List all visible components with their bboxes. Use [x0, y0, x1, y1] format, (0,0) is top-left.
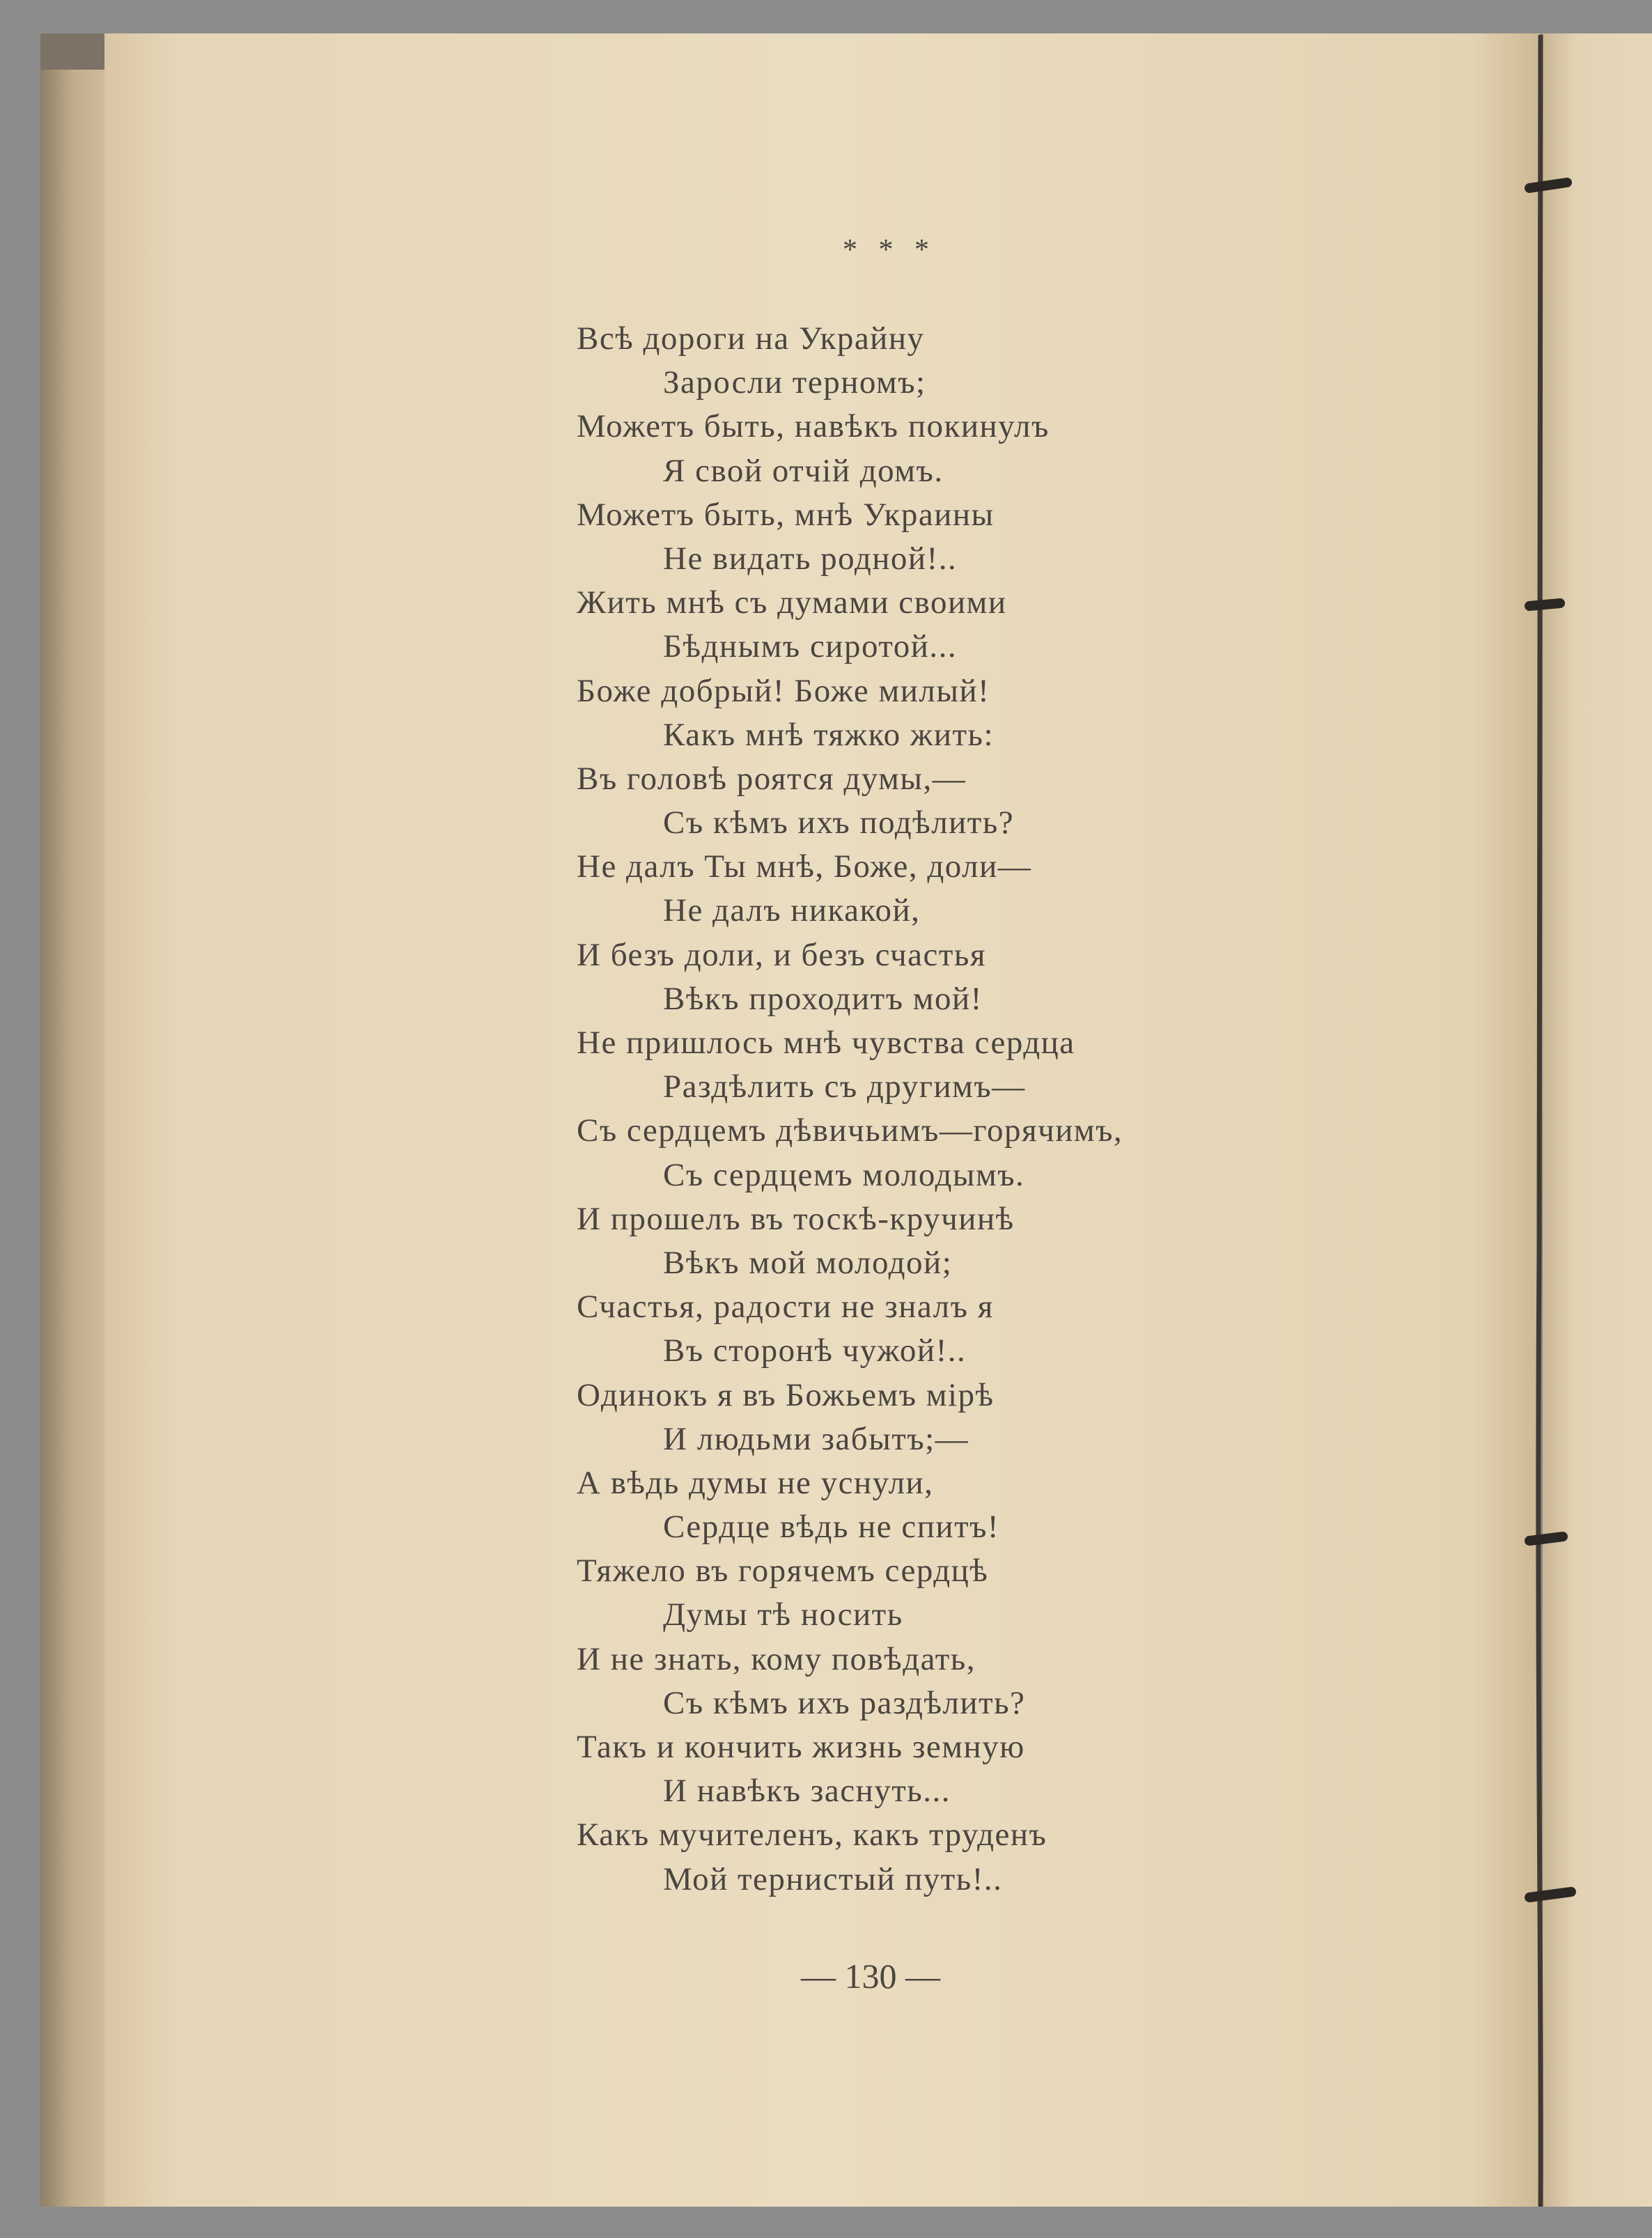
poem-line: Счастья, радости не зналъ я — [577, 1289, 994, 1326]
poem-line: И прошелъ въ тоскѣ-кручинѣ — [577, 1200, 1015, 1237]
poem-line: Одинокъ я въ Божьемъ мірѣ — [577, 1376, 995, 1413]
poem-line: Какъ мучителенъ, какъ труденъ — [577, 1817, 1047, 1854]
poem-line: Я свой отчій домъ. — [663, 452, 944, 489]
poem-line: А вѣдь думы не уснули, — [577, 1464, 934, 1501]
poem-line: Боже добрый! Боже милый! — [577, 672, 990, 709]
poem-line: Сердце вѣдь не спитъ! — [663, 1509, 1000, 1546]
poem-line: Въ сторонѣ чужой!.. — [663, 1332, 967, 1369]
poem-line: Можетъ быть, навѣкъ покинулъ — [577, 408, 1050, 445]
poem-line: Въ головѣ роятся думы,— — [577, 760, 967, 797]
poem-line: И навѣкъ заснуть... — [663, 1773, 951, 1810]
poem-line: Тяжело въ горячемъ сердцѣ — [577, 1553, 989, 1590]
poem — [577, 317, 1273, 1902]
poem-line: Не далъ Ты мнѣ, Боже, доли— — [577, 848, 1032, 885]
binding-thread — [1538, 35, 1541, 2207]
poem-line: Не видать родной!.. — [663, 540, 958, 577]
poem-line: Думы тѣ носить — [663, 1596, 903, 1633]
poem-line: И людьми забытъ;— — [663, 1420, 969, 1457]
poem-line: Съ сердцемъ молодымъ. — [663, 1156, 1025, 1193]
poem-line: Не пришлось мнѣ чувства сердца — [577, 1025, 1075, 1061]
poem-line: И не знать, кому повѣдать, — [577, 1640, 976, 1677]
poem-line: Вѣкъ проходитъ мой! — [663, 980, 983, 1017]
poem-line: Вѣкъ мой молодой; — [663, 1244, 953, 1281]
poem-line: Всѣ дороги на Украйну — [577, 320, 925, 357]
poem-line: Раздѣлить съ другимъ— — [663, 1069, 1026, 1105]
poem-line: Мой тернистый путь!.. — [663, 1860, 1003, 1897]
poem-line: Бѣднымъ сиротой... — [663, 628, 958, 665]
page-number: — 130 — — [801, 1957, 940, 1996]
poem-line: Съ кѣмъ ихъ раздѣлить? — [663, 1684, 1026, 1721]
poem-line: Не далъ никакой, — [663, 892, 921, 929]
poem-line: И безъ доли, и безъ счастья — [577, 936, 986, 973]
poem-line: Жить мнѣ съ думами своими — [577, 584, 1007, 621]
section-ornament: * * * — [843, 234, 936, 266]
poem-line: Заросли терномъ; — [663, 364, 926, 401]
poem-line: Такъ и кончить жизнь земную — [577, 1729, 1025, 1765]
poem-line: Можетъ быть, мнѣ Украины — [577, 496, 995, 533]
poem-line: Какъ мнѣ тяжко жить: — [663, 716, 995, 753]
poem-line: Съ кѣмъ ихъ подѣлить? — [663, 805, 1015, 841]
poem-line: Съ сердцемъ дѣвичьимъ—горячимъ, — [577, 1112, 1123, 1149]
next-page-edge — [1543, 33, 1652, 2207]
